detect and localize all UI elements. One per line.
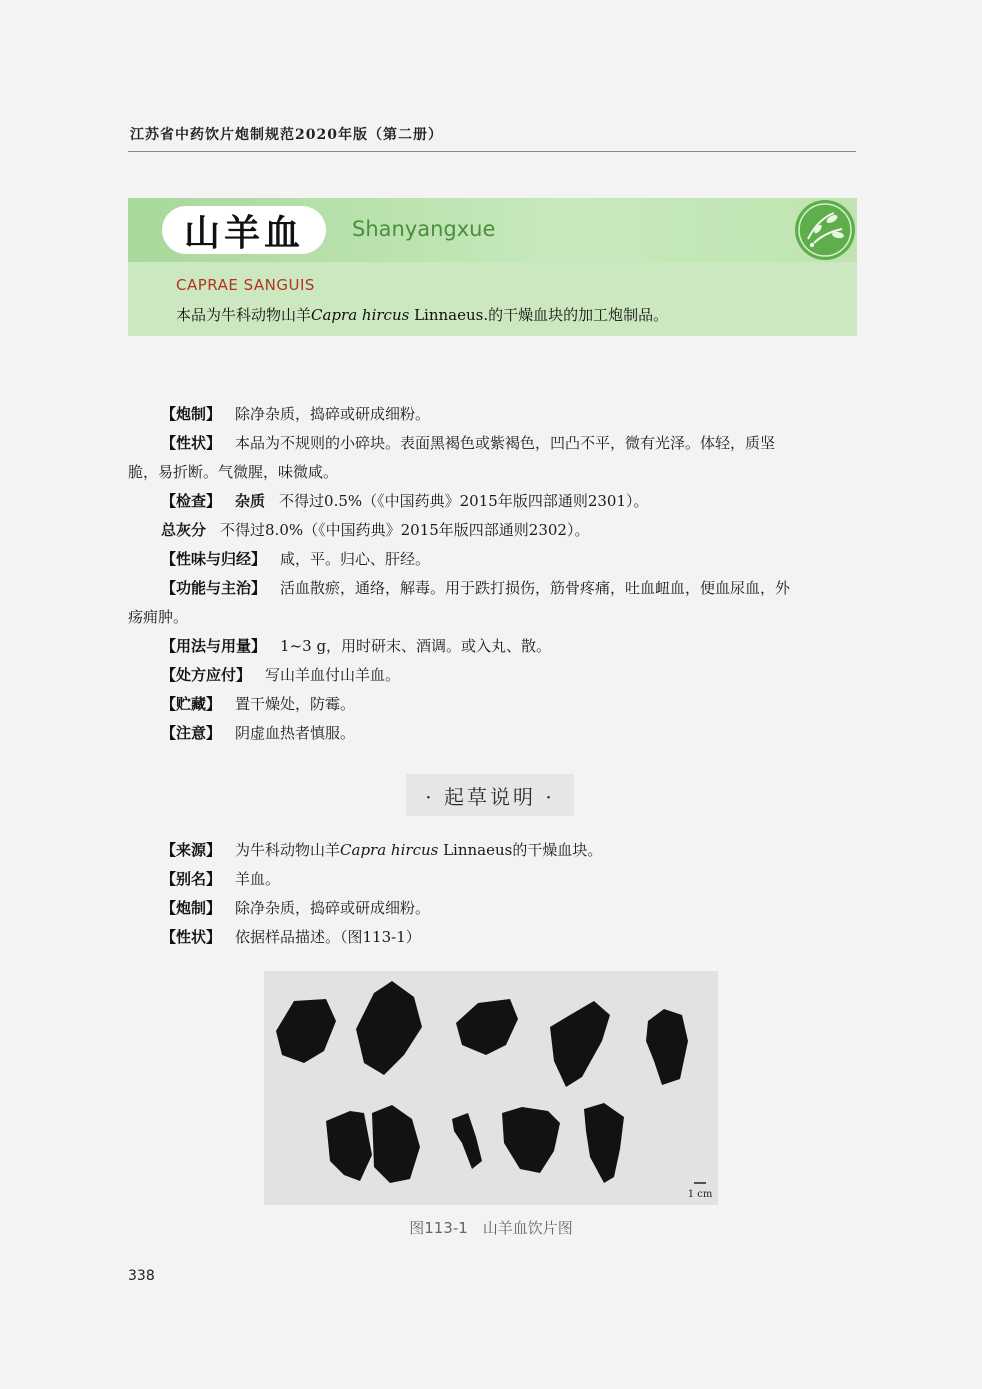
section-label: 【来源】 bbox=[161, 841, 222, 859]
drafting-body bbox=[128, 836, 858, 952]
monograph-title: 山羊血 bbox=[162, 206, 326, 254]
latin-name: CAPRAE SANGUIS bbox=[176, 276, 315, 294]
section-text: 1~3 g，用时研末、酒调。或入丸、散。 bbox=[280, 637, 552, 655]
section-text: 活血散瘀，通络，解毒。用于跌打损伤，筋骨疼痛，吐血衄血，便血尿血，外 bbox=[280, 579, 791, 597]
section-xingzhuang-draft bbox=[128, 923, 858, 952]
figure-caption: 图113-1 山羊血饮片图 bbox=[409, 1219, 573, 1237]
monograph-definition bbox=[176, 304, 668, 325]
section-label: 【性味与归经】 bbox=[161, 550, 267, 568]
section-label: 【处方应付】 bbox=[161, 666, 252, 684]
section-text: 脆，易折断。气微腥，味微咸。 bbox=[128, 463, 339, 481]
species-name: Capra hircus bbox=[311, 306, 410, 324]
section-chufang bbox=[128, 661, 858, 690]
section-label: 【炮制】 bbox=[161, 899, 222, 917]
section-label: 【用法与用量】 bbox=[161, 637, 267, 655]
section-zhucang bbox=[128, 690, 858, 719]
section-text: 阴虚血热者慎服。 bbox=[235, 724, 356, 742]
monograph-banner bbox=[128, 198, 857, 336]
section-xingwei bbox=[128, 545, 858, 574]
header-rule bbox=[128, 151, 856, 152]
section-paozhi bbox=[128, 400, 858, 429]
section-text: 写山羊血付山羊血。 bbox=[265, 666, 401, 684]
section-yongfa bbox=[128, 632, 858, 661]
section-text: 疡痈肿。 bbox=[128, 608, 189, 626]
pinyin-name: Shanyangxue bbox=[352, 217, 496, 241]
section-gongneng bbox=[128, 574, 858, 603]
section-paozhi-draft bbox=[128, 894, 858, 923]
section-text: Linnaeus的干燥血块。 bbox=[438, 841, 603, 859]
section-xingzhuang bbox=[128, 429, 858, 458]
section-label: 【注意】 bbox=[161, 724, 222, 742]
section-label: 【性状】 bbox=[161, 928, 222, 946]
sub-label: 总灰分 bbox=[161, 521, 207, 539]
sub-label: 杂质 bbox=[235, 492, 266, 510]
section-text: 咸，平。归心、肝经。 bbox=[280, 550, 431, 568]
sample-photo bbox=[264, 971, 718, 1205]
definition-text: 本品为牛科动物山羊 bbox=[176, 306, 312, 324]
running-head: 江苏省中药饮片炮制规范2020年版（第二册） bbox=[130, 127, 443, 143]
section-jiancha bbox=[128, 487, 858, 516]
definition-text: Linnaeus.的干燥血块的加工炮制品。 bbox=[409, 306, 669, 324]
scale-label: 1 cm bbox=[687, 1189, 713, 1200]
section-text: 本品为不规则的小碎块。表面黑褐色或紫褐色，凹凸不平，微有光泽。体轻，质坚 bbox=[235, 434, 776, 452]
section-label: 【别名】 bbox=[161, 870, 222, 888]
section-xingzhuang-cont bbox=[128, 458, 858, 487]
drafting-notes-title: · 起草说明 · bbox=[406, 774, 574, 816]
section-text: 依据样品描述。（图113-1） bbox=[235, 928, 421, 946]
species-name: Capra hircus bbox=[340, 841, 439, 859]
section-bieming bbox=[128, 865, 858, 894]
section-text: 置干燥处，防霉。 bbox=[235, 695, 356, 713]
section-jiancha-ash bbox=[128, 516, 858, 545]
herbal-emblem-icon bbox=[794, 199, 856, 261]
page-number: 338 bbox=[128, 1268, 155, 1284]
monograph-body bbox=[128, 400, 858, 748]
section-label: 【贮藏】 bbox=[161, 695, 222, 713]
section-label: 【功能与主治】 bbox=[161, 579, 267, 597]
section-label: 【性状】 bbox=[161, 434, 222, 452]
section-gongneng-cont bbox=[128, 603, 858, 632]
section-text: 除净杂质，捣碎或研成细粉。 bbox=[235, 899, 431, 917]
section-text: 不得过0.5%（《中国药典》2015年版四部通则2301）。 bbox=[279, 492, 649, 510]
section-text: 为牛科动物山羊 bbox=[235, 841, 341, 859]
section-text: 不得过8.0%（《中国药典》2015年版四部通则2302）。 bbox=[220, 521, 590, 539]
section-text: 羊血。 bbox=[235, 870, 281, 888]
section-text: 除净杂质，捣碎或研成细粉。 bbox=[235, 405, 431, 423]
section-label: 【炮制】 bbox=[161, 405, 222, 423]
section-label: 【检查】 bbox=[161, 492, 222, 510]
section-laiyuan bbox=[128, 836, 858, 865]
section-zhuyi bbox=[128, 719, 858, 748]
